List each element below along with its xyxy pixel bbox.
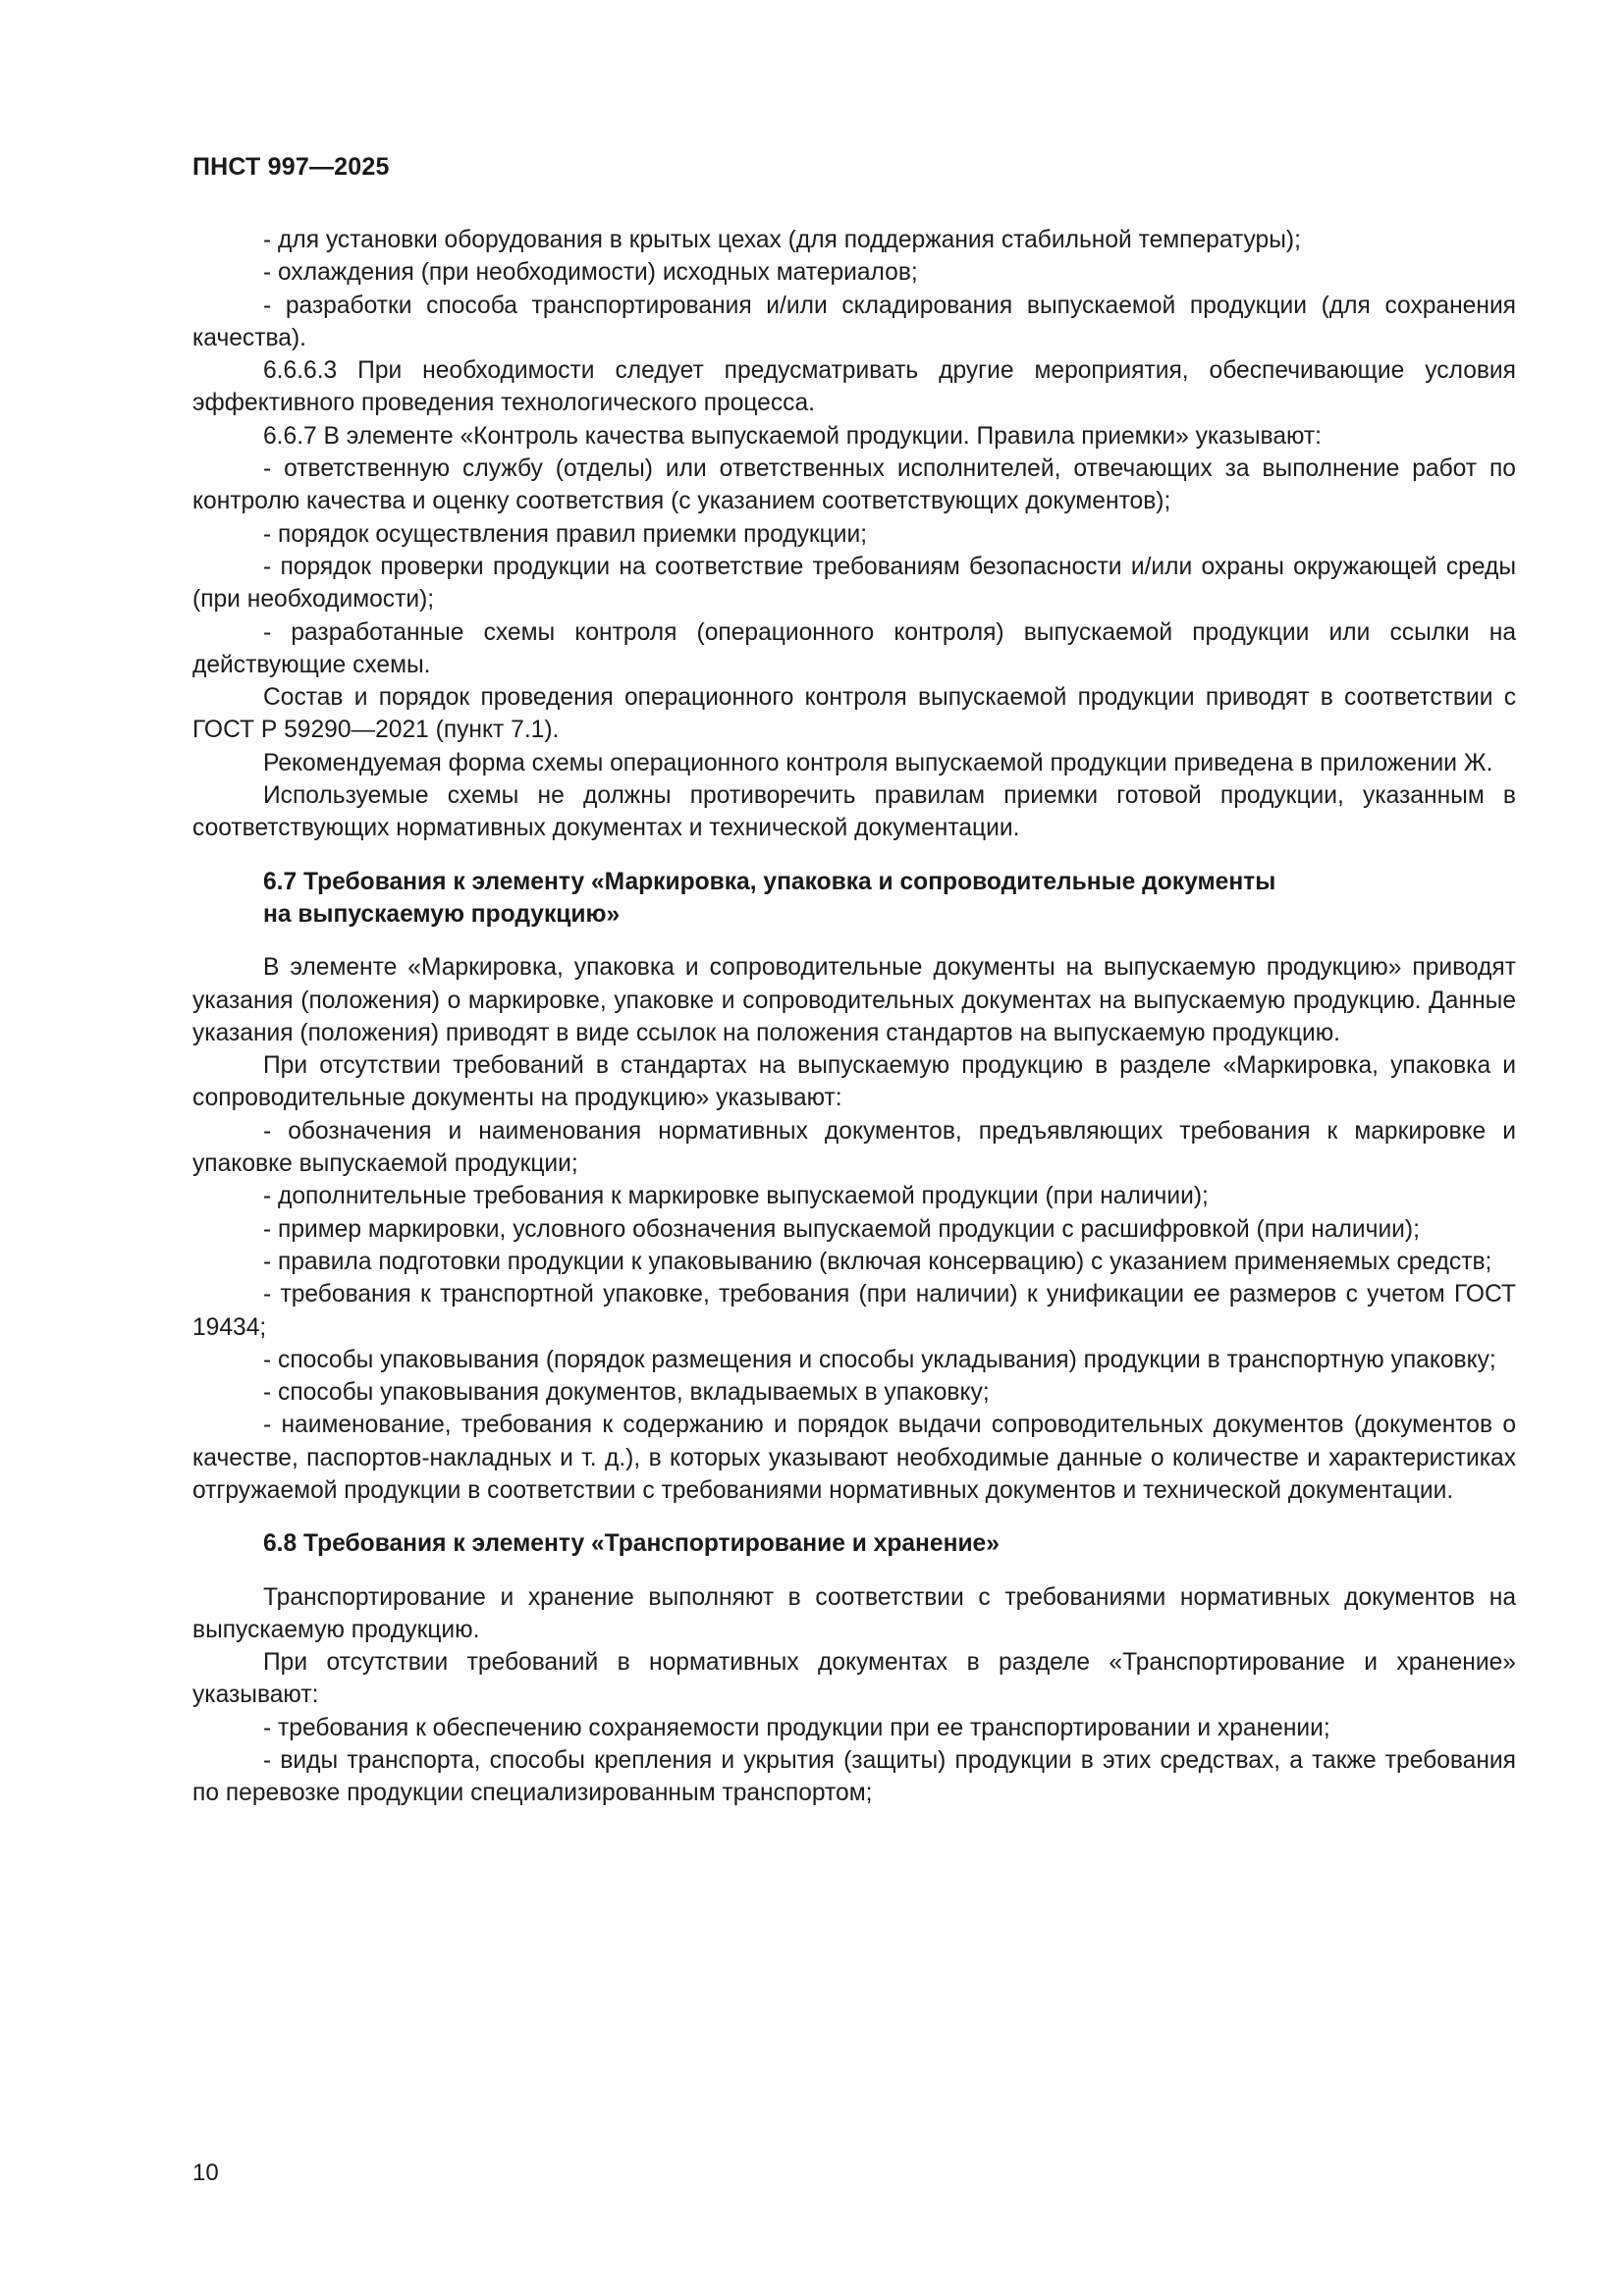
paragraph: При отсутствии требований в стандартах на выпускаемую продукцию в разделе «Маркировка, упаковка и сопроводительные документы на продукцию» указывают:: [192, 1052, 1516, 1112]
paragraph: При отсутствии требований в нормативных документах в разделе «Транспортирование и хранение» указывают:: [192, 1649, 1516, 1709]
paragraph: - правила подготовки продукции к упаковыванию (включая консервацию) с указанием применяемых средств;: [263, 1248, 1492, 1275]
paragraph: Используемые схемы не должны противоречить правилам приемки готовой продукции, указанным в соответствующих нормативных документах и технической документации.: [192, 782, 1516, 842]
paragraph: 6.6.6.3 При необходимости следует предусматривать другие мероприятия, обеспечивающие условия эффективного проведения технологического процесса.: [192, 357, 1516, 417]
section-6-8-heading: 6.8 Требования к элементу «Транспортирование и хранение»: [263, 1530, 1000, 1558]
page-number: 10: [192, 2160, 219, 2186]
paragraph: - требования к обеспечению сохраняемости продукции при ее транспортировании и хранении;: [263, 1714, 1330, 1741]
paragraph: Состав и порядок проведения операционного контроля выпускаемой продукции приводят в соответствии с ГОСТ Р 59290—2021 (пункт 7.1).: [192, 684, 1516, 744]
paragraph: Рекомендуемая форма схемы операционного контроля выпускаемой продукции приведена в приложении Ж.: [263, 749, 1493, 776]
paragraph: - для установки оборудования в крытых цехах (для поддержания стабильной температуры);: [263, 227, 1301, 253]
paragraph: 6.6.7 В элементе «Контроль качества выпускаемой продукции. Правила приемки» указывают:: [263, 422, 1323, 450]
section-6-7-heading-line2: на выпускаемую продукцию»: [263, 900, 621, 928]
paragraph: - порядок проверки продукции на соответствие требованиям безопасности и/или охраны окружающей среды (при необходимости);: [192, 553, 1516, 614]
paragraph: - требования к транспортной упаковке, требования (при наличии) к унификации ее размеров с учетом ГОСТ 19434;: [192, 1281, 1516, 1341]
paragraph: - ответственную службу (отделы) или ответственных исполнителей, отвечающих за выполнение работ по контролю качества и оценку соответствия (с указанием соответствующих документов);: [192, 455, 1516, 515]
section-6-7-heading-line1: 6.7 Требования к элементу «Маркировка, упаковка и сопроводительные документы: [263, 868, 1276, 895]
paragraph: - разработанные схемы контроля (операционного контроля) выпускаемой продукции или ссылки на действующие схемы.: [192, 618, 1516, 678]
paragraph: - способы упаковывания (порядок размещения и способы укладывания) продукции в транспортную упаковку;: [263, 1346, 1496, 1373]
paragraph: - наименование, требования к содержанию и порядок выдачи сопроводительных документов (документов о качестве, паспортов-накладных и т. д.), в которых указывают необходимые данные о количестве и характеристиках отгружаемой продукции в соответствии с требованиями нормативных документов и технической документации.: [192, 1412, 1516, 1504]
paragraph: - обозначения и наименования нормативных документов, предъявляющих требования к маркировке и упаковке выпускаемой продукции;: [192, 1117, 1516, 1178]
document-number-header: ПНСТ 997—2025: [192, 153, 390, 181]
paragraph: - пример маркировки, условного обозначения выпускаемой продукции с расшифровкой (при наличии);: [263, 1215, 1420, 1243]
paragraph: - дополнительные требования к маркировке выпускаемой продукции (при наличии);: [263, 1183, 1209, 1210]
document-body: [192, 224, 1516, 1810]
paragraph: Транспортирование и хранение выполняют в соответствии с требованиями нормативных документов на выпускаемую продукцию.: [192, 1583, 1516, 1643]
paragraph: - способы упаковывания документов, вкладываемых в упаковку;: [263, 1379, 990, 1407]
paragraph: - разработки способа транспортирования и/или складирования выпускаемой продукции (для сохранения качества).: [192, 292, 1516, 351]
paragraph: - порядок осуществления правил приемки продукции;: [263, 520, 868, 548]
paragraph: - виды транспорта, способы крепления и укрытия (защиты) продукции в этих средствах, а также требования по перевозке продукции специализированным транспортом;: [192, 1747, 1516, 1807]
section-6-7-heading: [192, 866, 1516, 932]
paragraph: В элементе «Маркировка, упаковка и сопроводительные документы на выпускаемую продукцию» приводят указания (положения) о маркировке, упаковке и сопроводительных документах на выпускаемую продукцию. Данные указания (положения) приводят в виде ссылок на положения стандартов на выпускаемую продукцию.: [192, 954, 1516, 1046]
paragraph: - охлаждения (при необходимости) исходных материалов;: [263, 259, 918, 287]
